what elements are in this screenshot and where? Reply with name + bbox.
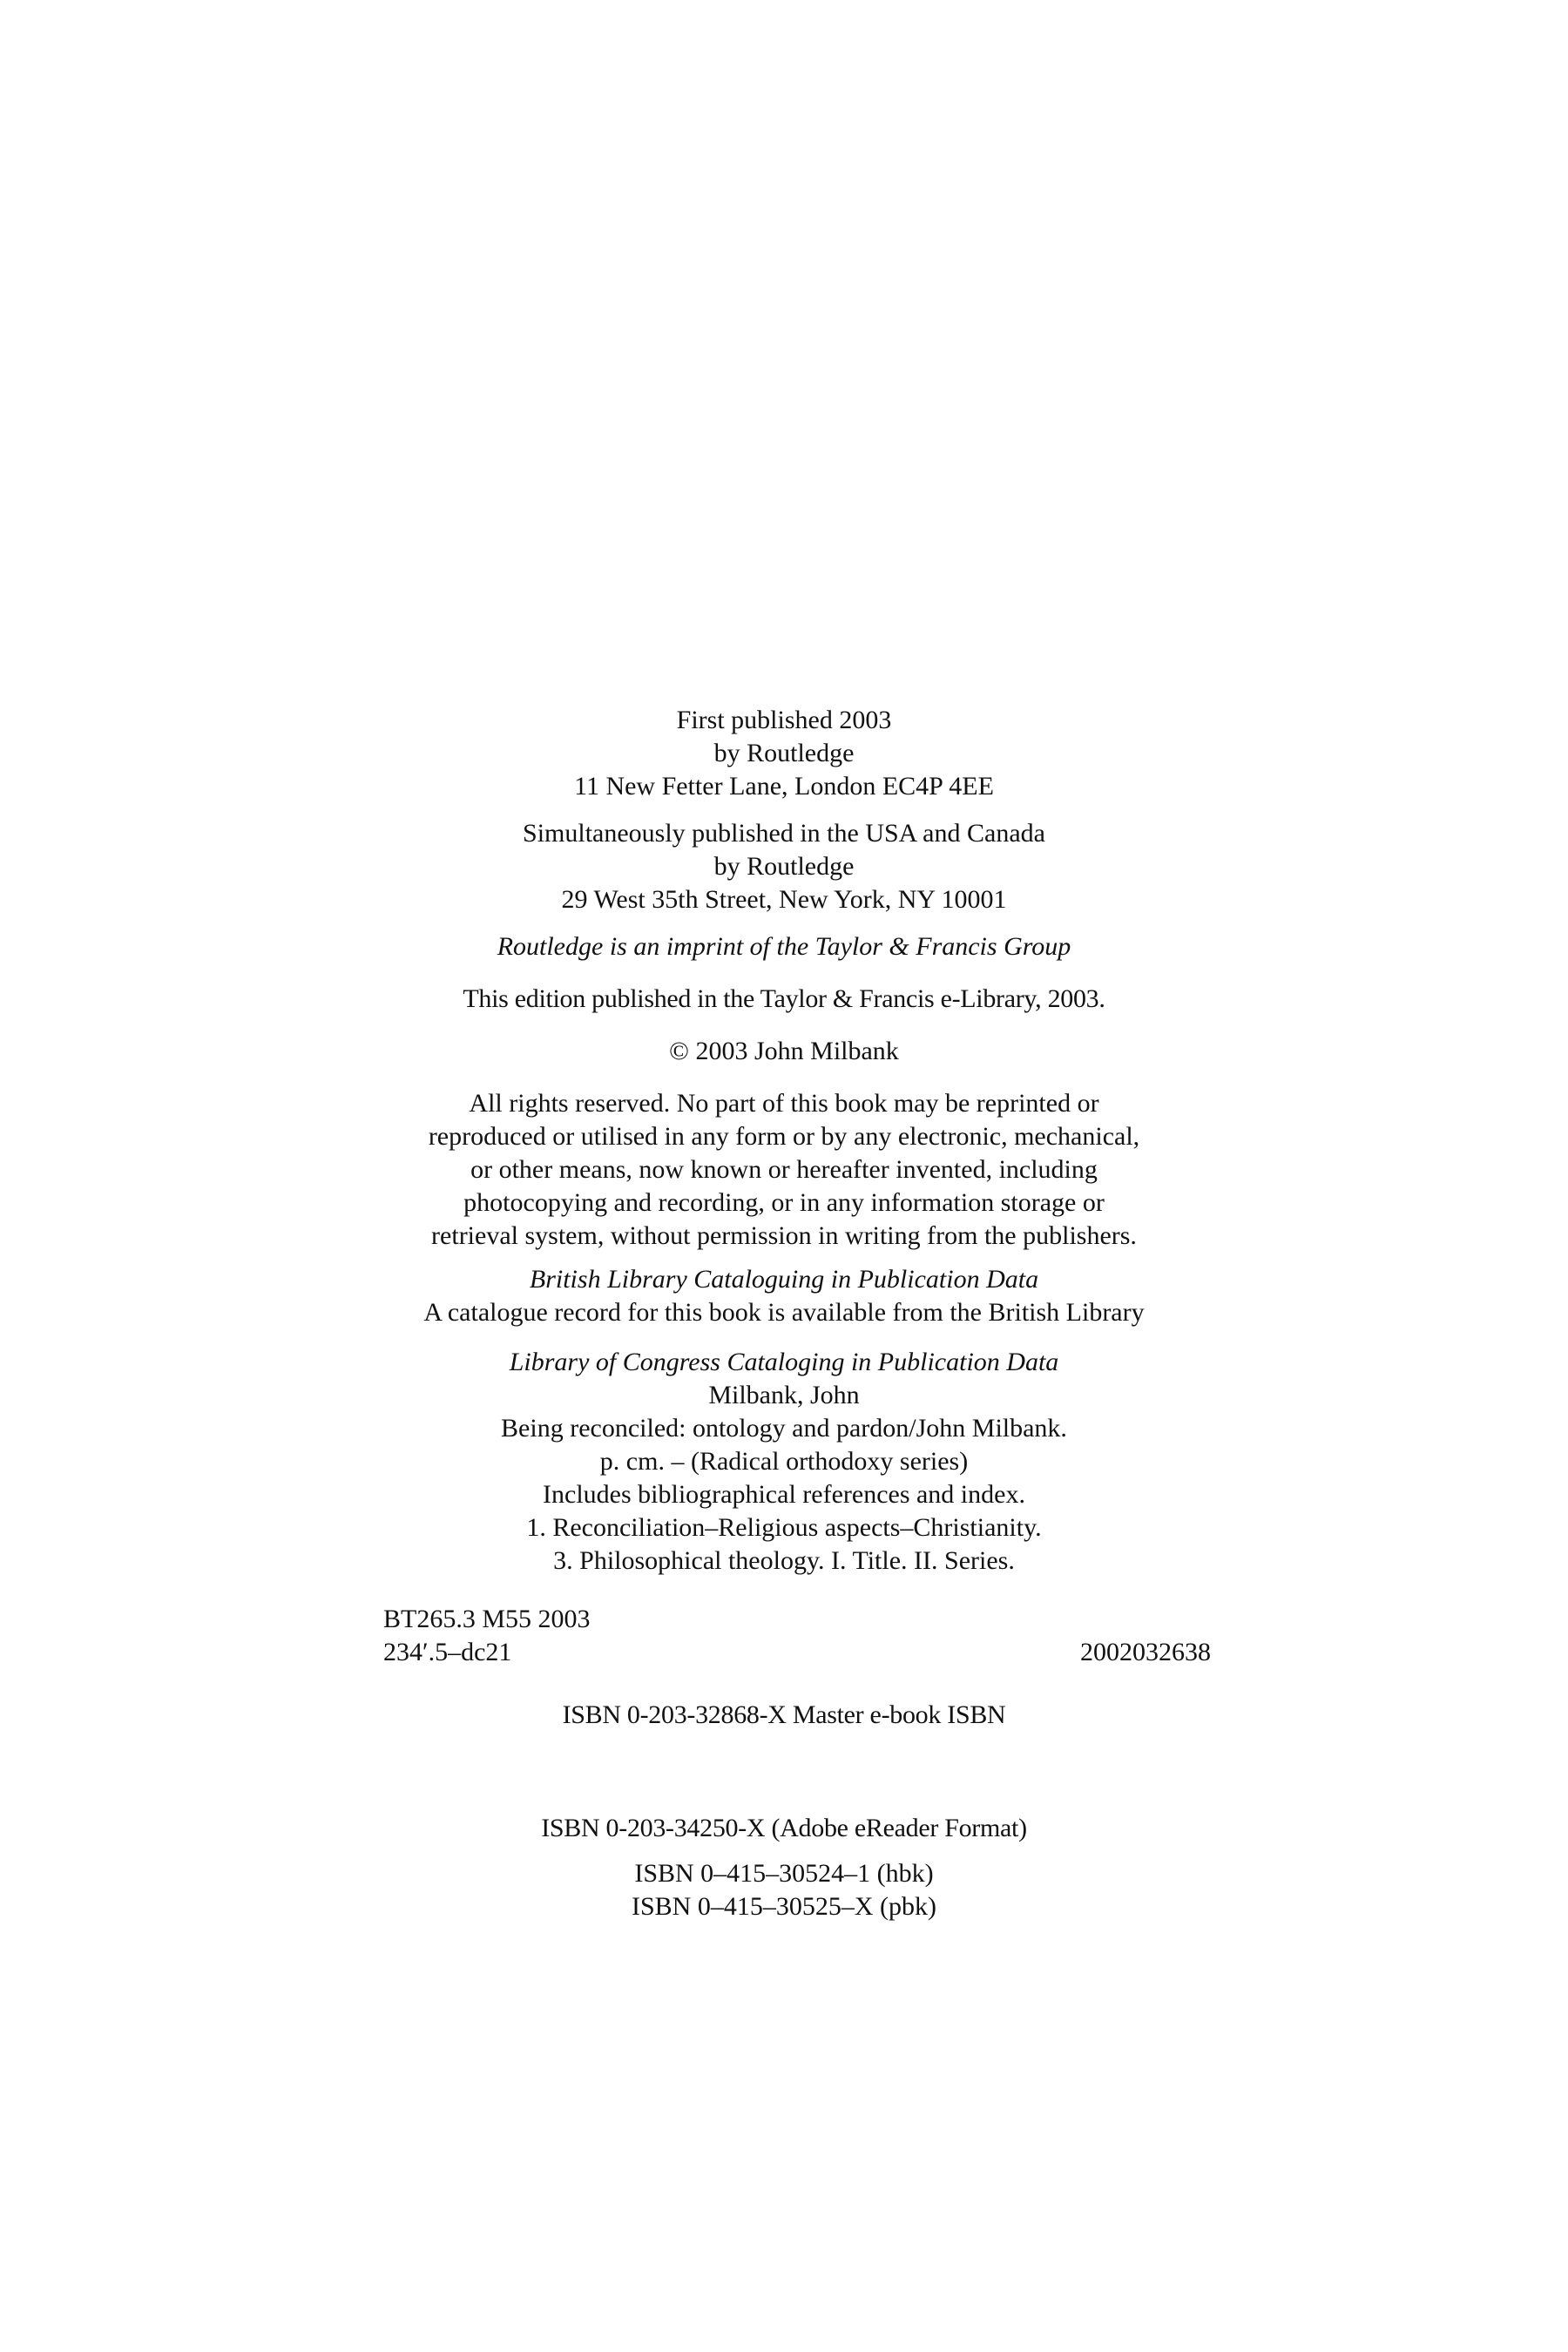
publication-block — [0, 704, 1568, 803]
isbn-pbk: ISBN 0–415–30525–X (pbk) — [632, 1892, 936, 1921]
publisher-line-us: by Routledge — [713, 852, 855, 881]
copyright-block — [0, 1035, 1568, 1068]
loc-line: p. cm. – (Radical orthodoxy series) — [599, 1447, 969, 1476]
imprint-note: Routledge is an imprint of the Taylor & Francis Group — [497, 932, 1071, 961]
loc-line: 3. Philosophical theology. I. Title. II. Series. — [553, 1546, 1015, 1575]
first-published: First published 2003 — [676, 706, 892, 734]
e-library-block — [0, 983, 1568, 1016]
loc-line: Includes bibliographical references and index. — [543, 1480, 1025, 1509]
simultaneous-line: Simultaneously published in the USA and Canada — [523, 819, 1045, 848]
rights-block — [0, 1087, 1568, 1253]
copyright-line: © 2003 John Milbank — [669, 1037, 899, 1065]
rights-line: or other means, now known or hereafter invented, including — [470, 1155, 1098, 1184]
dewey-number: 234′.5–dc21 — [383, 1638, 512, 1666]
british-library-heading: British Library Cataloguing in Publication Data — [529, 1265, 1039, 1294]
isbn-print-block — [0, 1857, 1568, 1923]
rights-line: photocopying and recording, or in any information storage or — [463, 1188, 1105, 1217]
call-number: BT265.3 M55 2003 — [383, 1605, 591, 1633]
british-library-block — [0, 1263, 1568, 1329]
dewey-row — [383, 1636, 1211, 1669]
simultaneous-block — [0, 817, 1568, 916]
loc-heading: Library of Congress Cataloging in Publication Data — [509, 1348, 1059, 1376]
lccn: 2002032638 — [1080, 1638, 1211, 1666]
isbn-hbk: ISBN 0–415–30524–1 (hbk) — [634, 1859, 934, 1888]
uk-address: 11 New Fetter Lane, London EC4P 4EE — [574, 772, 994, 801]
e-library-note: This edition published in the Taylor & Francis e-Library, 2003. — [463, 984, 1105, 1013]
loc-line: 1. Reconciliation–Religious aspects–Christianity. — [526, 1513, 1042, 1542]
classification-block — [383, 1603, 1211, 1669]
loc-line: Being reconciled: ontology and pardon/John Milbank. — [501, 1414, 1067, 1443]
isbn-master: ISBN 0-203-32868-X Master e-book ISBN — [562, 1700, 1006, 1729]
isbn-master-block — [0, 1699, 1568, 1732]
rights-line: All rights reserved. No part of this book may be reprinted or — [469, 1089, 1099, 1118]
rights-line: retrieval system, without permission in writing from the publishers. — [431, 1221, 1137, 1250]
call-number-row — [383, 1603, 1211, 1636]
isbn-adobe: ISBN 0-203-34250-X (Adobe eReader Format) — [541, 1814, 1027, 1842]
rights-line: reproduced or utilised in any form or by any electronic, mechanical, — [428, 1122, 1140, 1151]
publisher-line: by Routledge — [713, 739, 855, 767]
british-library-text: A catalogue record for this book is available from the British Library — [423, 1298, 1145, 1327]
isbn-adobe-block — [0, 1812, 1568, 1845]
imprint-block — [0, 930, 1568, 963]
loc-block — [0, 1346, 1568, 1578]
loc-line: Milbank, John — [708, 1381, 860, 1409]
us-address: 29 West 35th Street, New York, NY 10001 — [561, 885, 1007, 914]
